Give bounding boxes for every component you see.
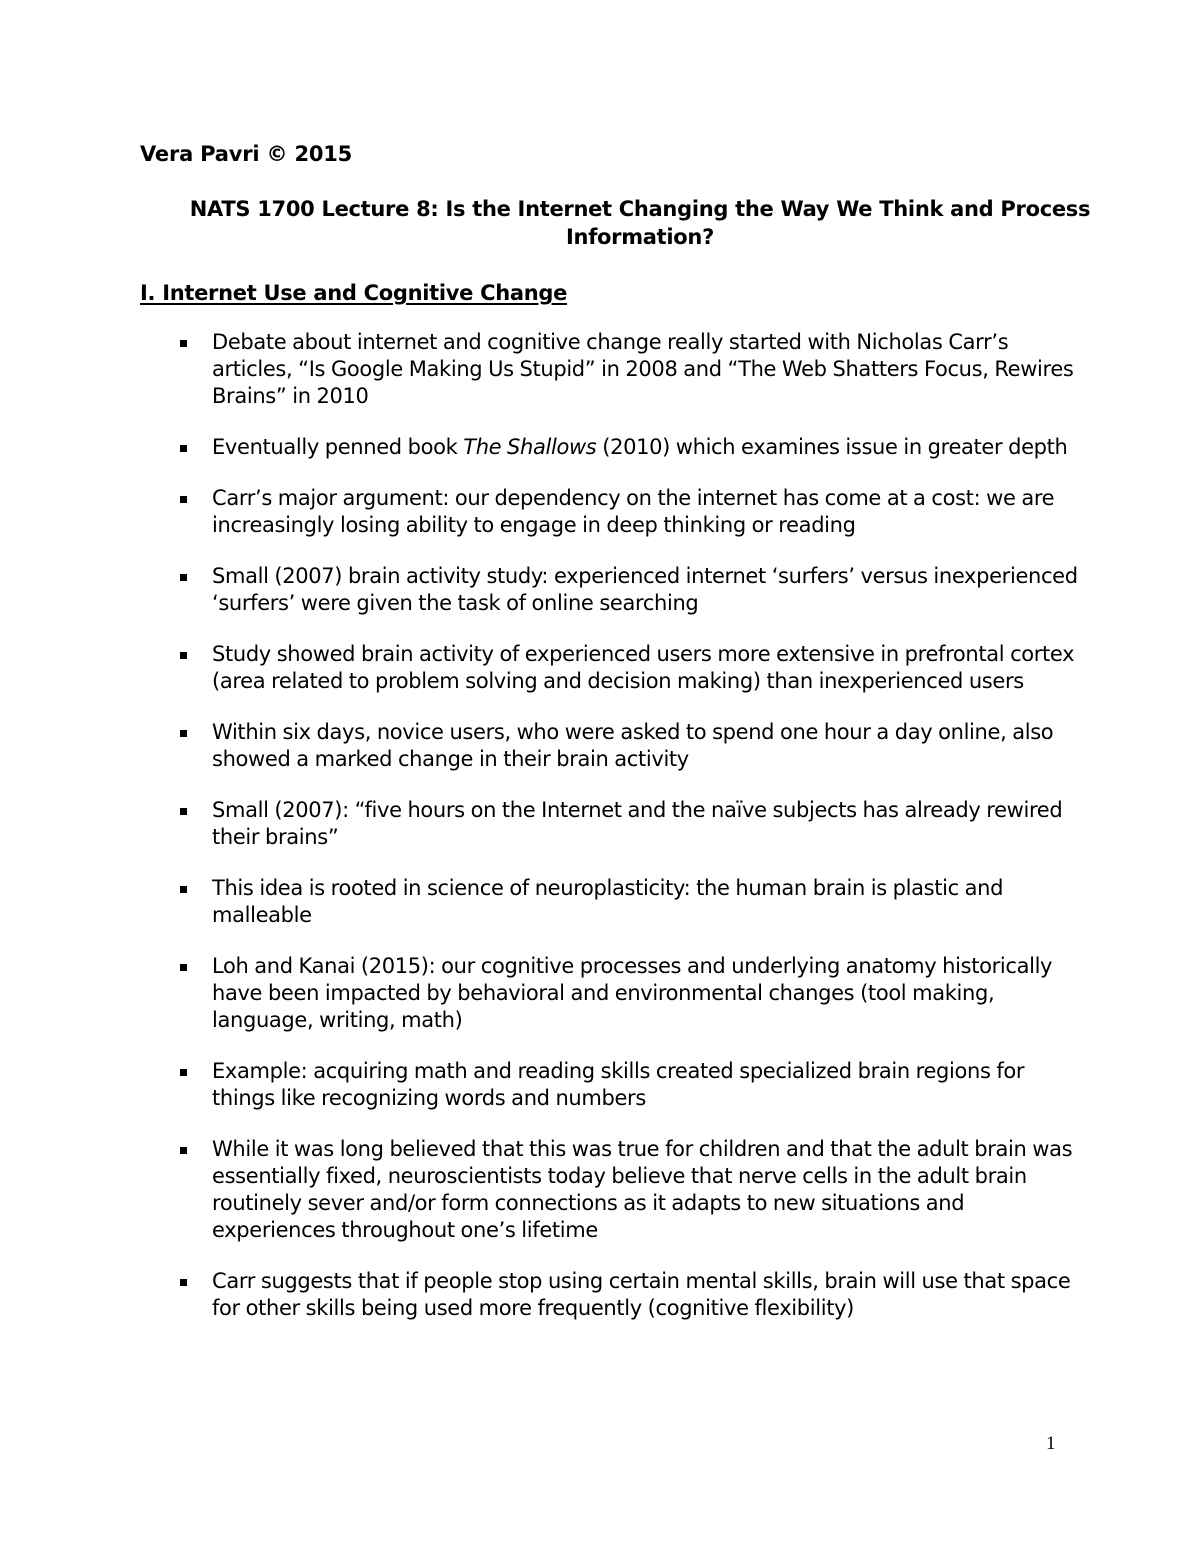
bullet-text: Study showed brain activity of experienced users more extensive in prefrontal cortex (area related to problem solving and decision making) than inexperienced users — [212, 642, 1075, 693]
square-bullet-icon — [180, 340, 187, 347]
list-item — [140, 434, 1080, 461]
page-number: 1 — [1046, 1433, 1056, 1454]
bullet-text-suffix: (2010) which examines issue in greater depth — [596, 435, 1068, 459]
list-item — [140, 563, 1080, 617]
square-bullet-icon — [180, 652, 187, 659]
square-bullet-icon — [180, 574, 187, 581]
square-bullet-icon — [180, 886, 187, 893]
bullet-text: This idea is rooted in science of neuroplasticity: the human brain is plastic and malleable — [212, 876, 1004, 927]
square-bullet-icon — [180, 964, 187, 971]
bullet-text: Within six days, novice users, who were asked to spend one hour a day online, also showed a marked change in their brain activity — [212, 720, 1054, 771]
section-heading: I. Internet Use and Cognitive Change — [140, 281, 568, 305]
square-bullet-icon — [180, 730, 187, 737]
list-item — [140, 953, 1080, 1034]
bullet-text: Loh and Kanai (2015): our cognitive processes and underlying anatomy historically have been impacted by behavioral and environmental changes (tool making, language, writing, math) — [212, 954, 1053, 1032]
list-item — [140, 1136, 1080, 1244]
list-item — [140, 485, 1080, 539]
square-bullet-icon — [180, 808, 187, 815]
bullet-text: While it was long believed that this was true for children and that the adult brain was essentially fixed, neuroscientists today believe that nerve cells in the adult brain routinely sever and/or form connections as it adapts to new situations and experiences throughout one’s lifetime — [212, 1137, 1073, 1242]
square-bullet-icon — [180, 496, 187, 503]
bullet-text: Carr suggests that if people stop using certain mental skills, brain will use that space for other skills being used more frequently (cognitive flexibility) — [212, 1269, 1071, 1320]
list-item — [140, 1058, 1080, 1112]
list-item — [140, 797, 1080, 851]
bullet-text: Carr’s major argument: our dependency on the internet has come at a cost: we are increasingly losing ability to engage in deep thinking or reading — [212, 486, 1055, 537]
list-item — [140, 641, 1080, 695]
bullet-list — [140, 329, 1080, 1346]
list-item — [140, 1268, 1080, 1322]
square-bullet-icon — [180, 1069, 187, 1076]
bullet-text: Small (2007): “five hours on the Internet and the naïve subjects has already rewired their brains” — [212, 798, 1063, 849]
square-bullet-icon — [180, 1279, 187, 1286]
lecture-title-line-2: Information? — [566, 225, 714, 249]
author-line: Vera Pavri © 2015 — [140, 142, 353, 166]
lecture-title — [140, 195, 1140, 251]
square-bullet-icon — [180, 445, 187, 452]
bullet-text: Debate about internet and cognitive change really started with Nicholas Carr’s articles, “Is Google Making Us Stupid” in 2008 and “The Web Shatters Focus, Rewires Brains” in 2010 — [212, 330, 1074, 408]
bullet-text-prefix: Eventually penned book — [212, 435, 464, 459]
lecture-title-line-1: NATS 1700 Lecture 8: Is the Internet Changing the Way We Think and Process — [189, 197, 1091, 221]
bullet-text: Small (2007) brain activity study: experienced internet ‘surfers’ versus inexperienced ‘surfers’ were given the task of online searching — [212, 564, 1078, 615]
bullet-text: Example: acquiring math and reading skills created specialized brain regions for things like recognizing words and numbers — [212, 1059, 1025, 1110]
book-title: The Shallows — [463, 435, 597, 459]
list-item — [140, 329, 1080, 410]
list-item — [140, 719, 1080, 773]
list-item — [140, 875, 1080, 929]
square-bullet-icon — [180, 1147, 187, 1154]
